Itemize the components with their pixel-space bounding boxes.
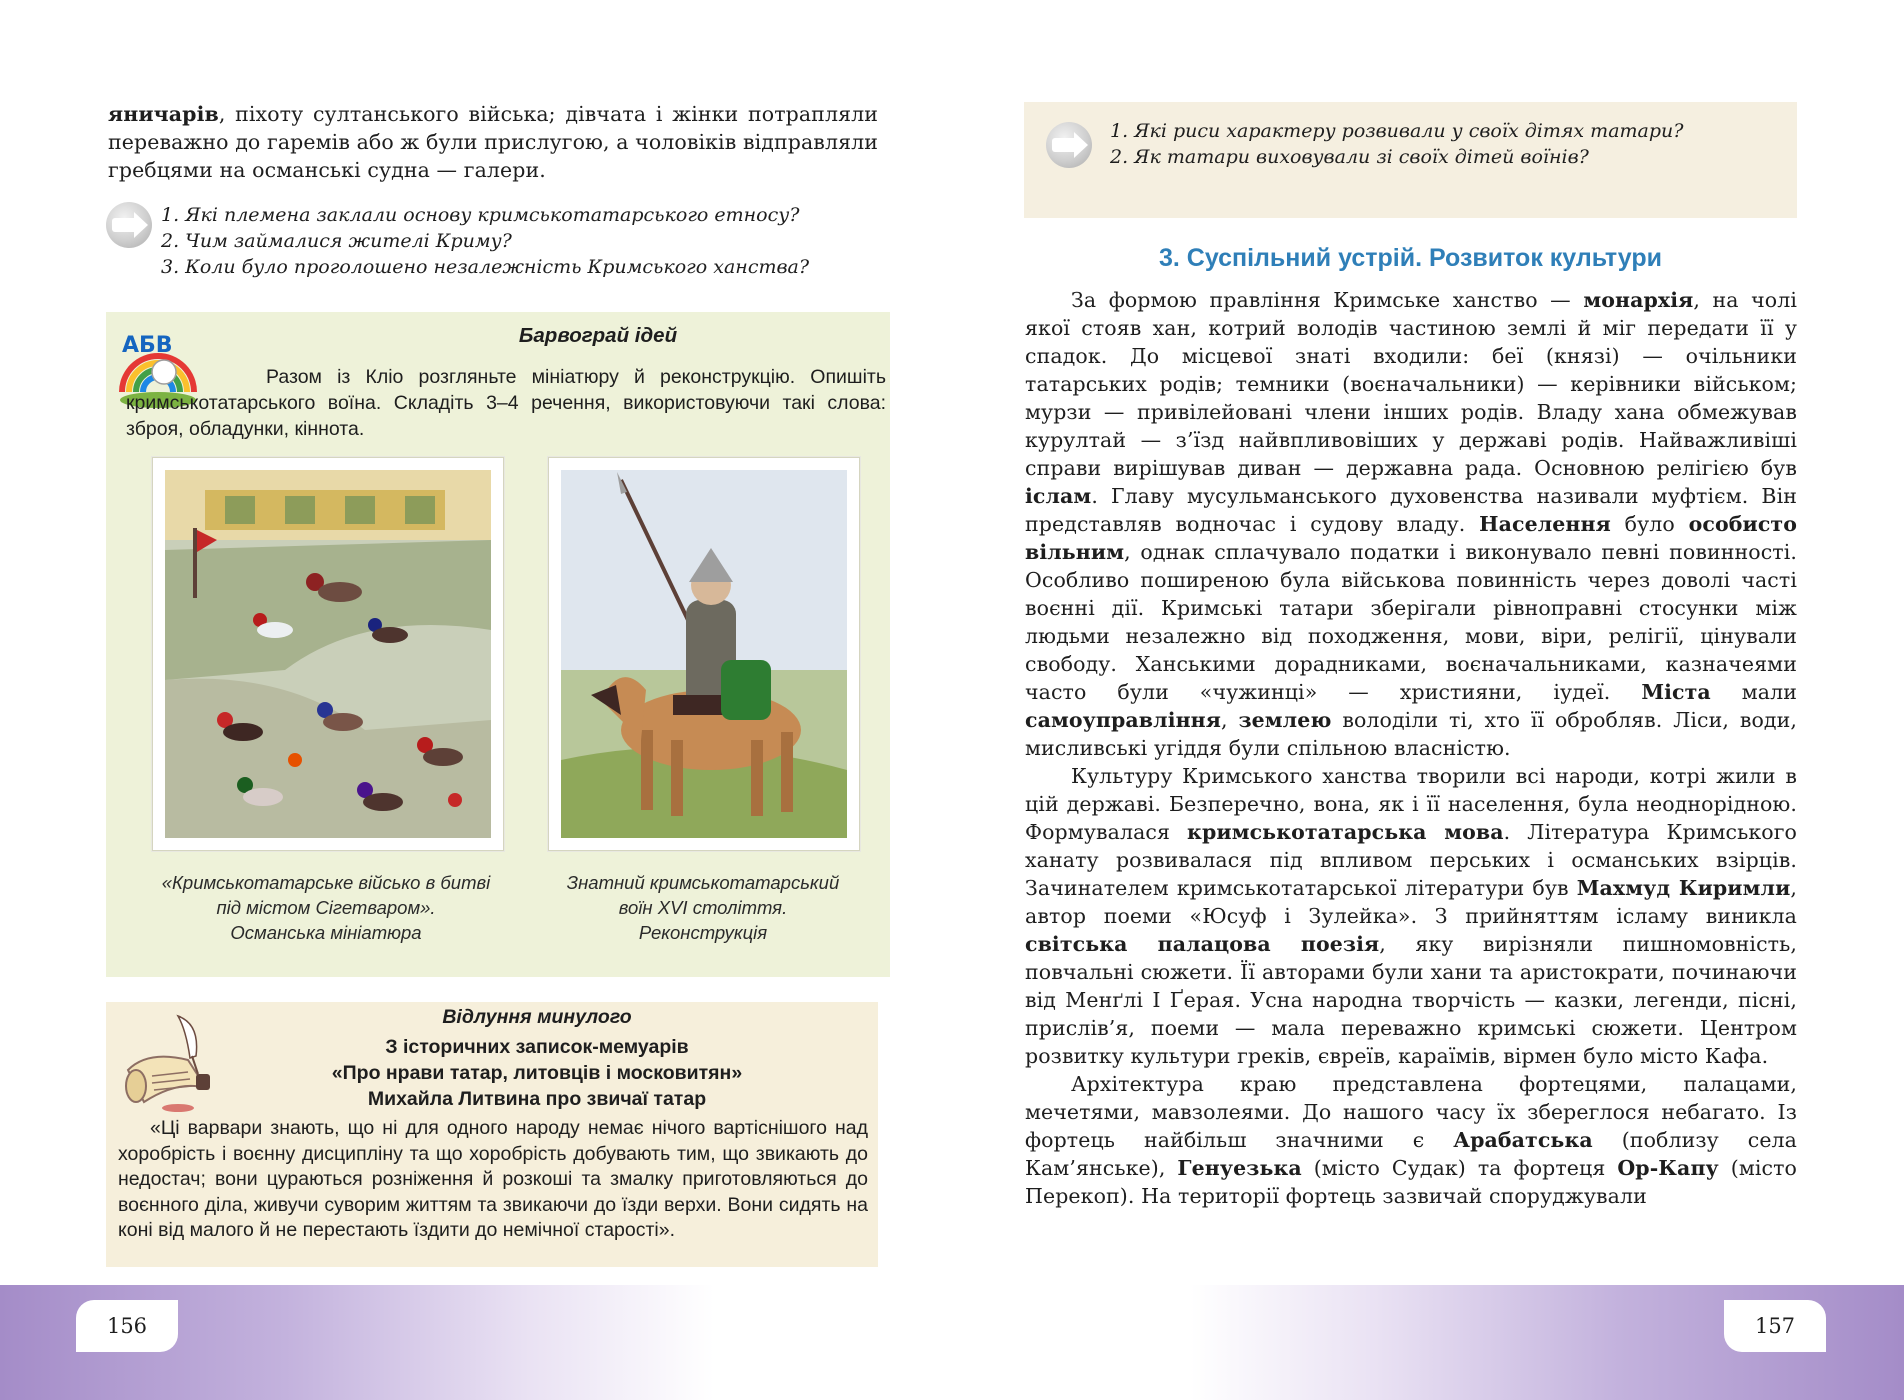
intro-bold-term: яничарів bbox=[108, 102, 219, 126]
past-title: Відлуння минулого bbox=[442, 1006, 632, 1028]
ideas-task bbox=[126, 364, 886, 442]
caption-warrior bbox=[538, 870, 868, 945]
past-subtitle-3: Михайла Литвина про звичаї татар bbox=[367, 1088, 707, 1110]
arrow-right-icon bbox=[106, 202, 152, 248]
past-quote: «Ці варвари знають, що ні для одного народу немає нічого вартіснішого над хоробрість і воєнну дисципліну та що хоробрість добувають тим, що звикають до недостач; вони цураються розніження й розкоші та змалку приготовляються до воєнного діла, живучи суворим життям та звикаючи до їзди верхи. Вони сидять на коні від малого й не перестають їздити до немічної старості». bbox=[118, 1117, 868, 1241]
intro-paragraph bbox=[108, 100, 878, 184]
question-item: 2. Як татари виховували зі своїх дітей воїнів? bbox=[1110, 146, 1589, 168]
ideas-box bbox=[106, 312, 890, 977]
ideas-task-text: Разом із Кліо розгляньте мініатюру й реконструкцію. Опишіть кримськотатарського воїна. Складіть 3–4 речення, використовуючи такі слова: зброя, обладунки, кіннота. bbox=[126, 366, 886, 440]
intro-text: , піхоту султанського війська; дівчата і жінки потрапляли переважно до гаремів або ж були прислугою, а чоловіків відправляли гребцями на османські судна — галери. bbox=[108, 102, 878, 182]
paragraph-architecture: Архітектура краю представлена фортецями, палацами, мечетями, мавзолеями. До нашого часу їх збереглося небагато. Із фортець найбільш значними є Арабатська (поблизу села Кам’янське), Генуезька (місто Судак) та фортеця Ор-Капу (місто Перекоп). На території фортець зазвичай споруджували bbox=[1025, 1072, 1797, 1208]
caption-line: воїн XVI століття. bbox=[618, 897, 788, 918]
warrior-reconstruction-image bbox=[548, 457, 860, 851]
caption-battle bbox=[126, 870, 526, 945]
battle-miniature-image bbox=[152, 457, 504, 851]
past-subtitle-1: З історичних записок-мемуарів bbox=[385, 1036, 689, 1058]
caption-line: «Кримськотатарське військо в битві bbox=[161, 872, 491, 893]
review-questions-left bbox=[106, 202, 886, 286]
question-item: 2. Чим займалися жителі Криму? bbox=[161, 230, 512, 252]
page-number-right: 157 bbox=[1724, 1300, 1826, 1352]
question-list bbox=[1110, 118, 1683, 170]
question-item: 1. Які риси характеру розвивали у своїх дітях татари? bbox=[1110, 120, 1684, 142]
past-echo-box bbox=[106, 1002, 878, 1267]
review-questions-right bbox=[1024, 102, 1797, 218]
paragraph-culture: Культуру Кримського ханства творили всі народи, котрі жили в цій державі. Безперечно, вона, як і її населення, була неоднорідною. Формувалася кримськотатарська мова. Література Кримського ханату розвивалася під впливом перських і османських взірців. Зачинателем кримськотатарської літератури був Махмуд Киримли, автор поеми «Юсуф і Зулейка». З прийняттям ісламу виникла світська палацова поезія, яку вирізняли пишномовність, повчальні сюжети. Її авторами були хани та аристократи, починаючи від Менґлі І Ґерая. Усна народна творчість — казки, легенди, пісні, прислів’я, поеми — мала переважно кримські сюжети. Центром розвитку культури греків, євреїв, караїмів, вірмен було місто Кафа. bbox=[1025, 764, 1798, 1068]
caption-line: Знатний кримськотатарський bbox=[566, 872, 840, 893]
question-item: 1. Які племена заклали основу кримськотатарського етносу? bbox=[161, 204, 800, 226]
question-list bbox=[161, 202, 809, 280]
section-heading: 3. Суспільний устрій. Розвиток культури bbox=[1158, 244, 1663, 272]
past-subtitle-2: «Про нрави татар, литовців і московитян» bbox=[331, 1062, 743, 1084]
paragraph-government: За формою правління Кримське ханство — монархія, на чолі якої стояв хан, котрий володів частиною землі й міг передати її у спадок. До місцевої знаті входили: беї (князі) — очільники татарських родів; темники (воєначальники) — керівники військом; мурзи — привілейовані члени інших родів. Владу хана обмежував курултай — з’їзд найвпливовіших у державі родів. Найважливіші справи вирішував диван — державна рада. Основною релігією був іслам. Главу мусульманського духовенства називали муфтієм. Він представляв водночас і судову владу. Населення було особисто вільним, однак сплачувало податки і виконувало певні повинності. Особливо поширеною була військова повинність через доволі часті воєнні дії. Кримські татари зберігали рівноправні стосунки між людьми незалежно від походження, мови, віри, релігії, цінували свободу. Ханськими дорадниками, воєначальниками, казначеями часто були «чужинці» — християни, іудеї. Міста мали самоуправління, землею володіли ті, хто її обробляв. Ліси, води, мисливські угіддя були спільною власністю. bbox=[1025, 288, 1798, 760]
caption-line: Османська мініатюра bbox=[230, 922, 422, 943]
page-number-left: 156 bbox=[76, 1300, 178, 1352]
caption-line: Реконструкція bbox=[638, 922, 768, 943]
caption-line: під містом Сігетваром». bbox=[216, 897, 436, 918]
body-text bbox=[1025, 286, 1797, 1210]
abc-letters: АБВ bbox=[122, 333, 173, 358]
ideas-title: Барвограй ідей bbox=[518, 324, 678, 347]
arrow-right-icon bbox=[1046, 122, 1092, 168]
question-item: 3. Коли було проголошено незалежність Кримського ханства? bbox=[161, 256, 810, 278]
